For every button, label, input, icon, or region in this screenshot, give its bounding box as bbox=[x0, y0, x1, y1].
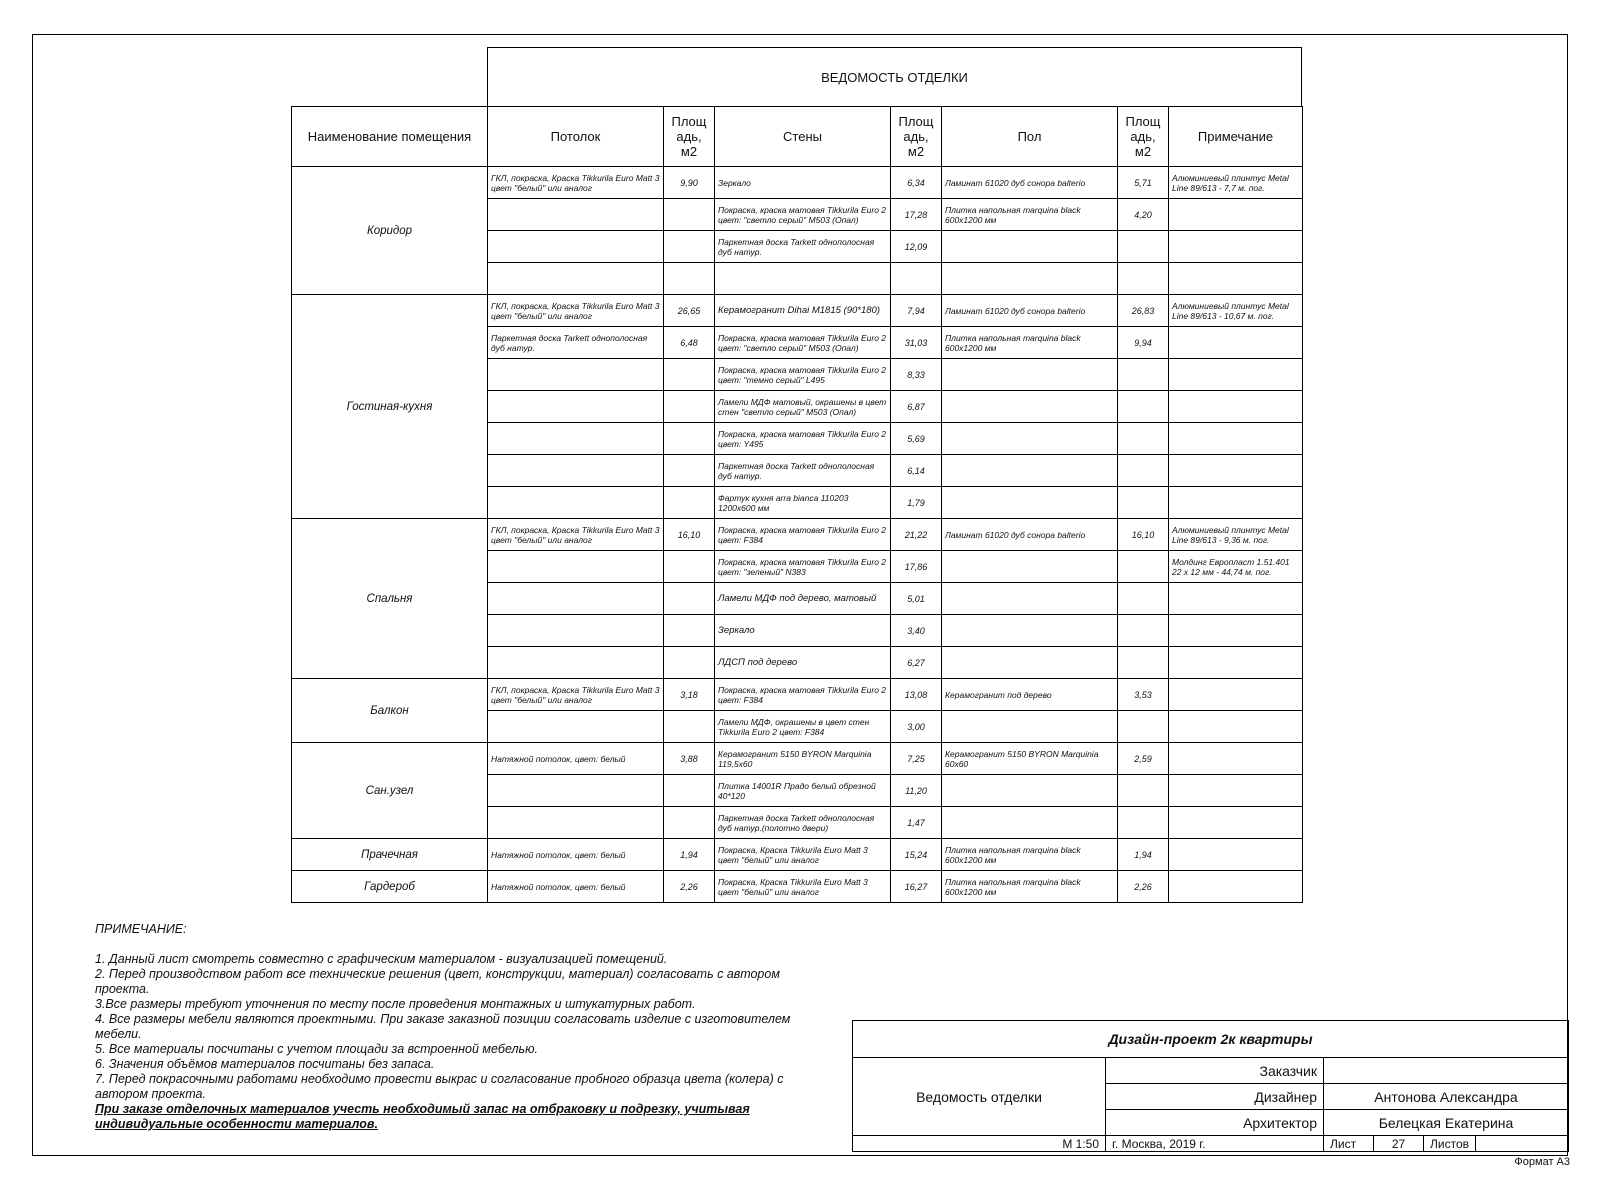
note-item: 7. Перед покрасочными работами необходимо провести выкрас и согласование пробного образца цвета (колера) с автором проекта. bbox=[95, 1072, 784, 1101]
cell: Молдинг Европласт 1.51.401 22 х 12 мм - 44,74 м. пог. bbox=[1169, 551, 1303, 583]
cell: Покраска, краска матовая Tikkurila Euro 2 цвет: F384 bbox=[715, 519, 891, 551]
person-designer: Антонова Александра bbox=[1324, 1084, 1569, 1110]
area-cell: 13,08 bbox=[891, 679, 942, 711]
cell: ГКЛ, покраска, Краска Tikkurila Euro Matt 3 цвет "белый" или аналог bbox=[488, 295, 664, 327]
area-cell: 16,27 bbox=[891, 871, 942, 903]
header-area: Площ адь, м2 bbox=[891, 107, 942, 167]
cell: Керамогранит 5150 BYRON Marquinia 119,5x60 bbox=[715, 743, 891, 775]
cell: Керамогранит 5150 BYRON Marquinia 60x60 bbox=[942, 743, 1118, 775]
cell: Натяжной потолок, цвет: белый bbox=[488, 871, 664, 903]
room-name: Коридор bbox=[292, 167, 488, 295]
area-cell: 2,26 bbox=[664, 871, 715, 903]
cell: Зеркало bbox=[715, 167, 891, 199]
table-row bbox=[292, 167, 1303, 199]
area-cell: 11,20 bbox=[891, 775, 942, 807]
area-cell: 26,65 bbox=[664, 295, 715, 327]
person-customer bbox=[1324, 1058, 1569, 1084]
area-cell: 5,69 bbox=[891, 423, 942, 455]
title-block bbox=[852, 1020, 1569, 1152]
cell: Керамогранит под дерево bbox=[942, 679, 1118, 711]
sheet-name: Ведомость отделки bbox=[916, 1088, 1042, 1105]
cell: Покраска, краска матовая Tikkurila Euro 2 цвет: "темно серый" L495 bbox=[715, 359, 891, 391]
cell: Паркетная доска Tarkett однополосная дуб натур. bbox=[715, 455, 891, 487]
header-ceiling: Потолок bbox=[488, 107, 664, 167]
area-cell: 31,03 bbox=[891, 327, 942, 359]
area-cell: 15,24 bbox=[891, 839, 942, 871]
cell: Ламинат 61020 дуб сонора balterio bbox=[942, 167, 1118, 199]
cell: Керамогранит Dihai M1815 (90*180) bbox=[715, 295, 891, 327]
sheet-number: 27 bbox=[1374, 1136, 1424, 1152]
header-floor: Пол bbox=[942, 107, 1118, 167]
role-customer: Заказчик bbox=[1106, 1058, 1324, 1084]
cell: ГКЛ, покраска, Краска Tikkurila Euro Matt 3 цвет "белый" или аналог bbox=[488, 679, 664, 711]
scale: М 1:50 bbox=[853, 1136, 1106, 1152]
cell: Зеркало bbox=[715, 615, 891, 647]
note-item: 6. Значения объёмов материалов посчитаны без запаса. bbox=[95, 1057, 435, 1071]
notes-heading: ПРИМЕЧАНИЕ: bbox=[95, 922, 187, 936]
table-row bbox=[292, 519, 1303, 551]
table-row bbox=[292, 743, 1303, 775]
cell: Плитка напольная marquina black 600x1200 мм bbox=[942, 871, 1118, 903]
area-cell: 1,79 bbox=[891, 487, 942, 519]
cell: Покраска, Краска Tikkurila Euro Matt 3 цвет "белый" или аналог bbox=[715, 871, 891, 903]
cell: Ламели МДФ под дерево, матовый bbox=[715, 583, 891, 615]
area-cell: 9,90 bbox=[664, 167, 715, 199]
table-row bbox=[292, 871, 1303, 903]
cell: Алюминиевый плинтус Metal Line 89/613 - 10,67 м. пог. bbox=[1169, 295, 1303, 327]
cell: Ламинат 61020 дуб сонора balterio bbox=[942, 295, 1118, 327]
room-name: Прачечная bbox=[292, 839, 488, 871]
area-cell: 3,53 bbox=[1118, 679, 1169, 711]
table-row bbox=[292, 679, 1303, 711]
note-item: 1. Данный лист смотреть совместно с графическим материалом - визуализацией помещений. bbox=[95, 952, 668, 966]
cell: Покраска, Краска Tikkurila Euro Matt 3 цвет "белый" или аналог bbox=[715, 839, 891, 871]
note-item: 4. Все размеры мебели являются проектными. При заказе заказной позиции согласовать изделие с изготовителем мебели. bbox=[95, 1012, 791, 1041]
person-architect: Белецкая Екатерина bbox=[1324, 1110, 1569, 1136]
paper-format: Формат А3 bbox=[1514, 1156, 1570, 1168]
cell: Ламели МДФ, окрашены в цвет стен Tikkurila Euro 2 цвет: F384 bbox=[715, 711, 891, 743]
area-cell: 5,71 bbox=[1118, 167, 1169, 199]
room-name: Гостиная-кухня bbox=[292, 295, 488, 519]
cell: Паркетная доска Tarkett однополосная дуб натур. bbox=[488, 327, 664, 359]
cell: ЛДСП под дерево bbox=[715, 647, 891, 679]
finish-schedule-table bbox=[291, 106, 1303, 903]
area-cell: 7,94 bbox=[891, 295, 942, 327]
cell: Покраска, краска матовая Tikkurila Euro 2 цвет: "светло серый" M503 (Опал) bbox=[715, 199, 891, 231]
header-area: Площ адь, м2 bbox=[664, 107, 715, 167]
area-cell: 3,88 bbox=[664, 743, 715, 775]
area-cell: 3,40 bbox=[891, 615, 942, 647]
room-name: Спальня bbox=[292, 519, 488, 679]
area-cell: 6,48 bbox=[664, 327, 715, 359]
header-room: Наименование помещения bbox=[292, 107, 488, 167]
sheet-label: Лист bbox=[1324, 1136, 1374, 1152]
cell: ГКЛ, покраска, Краска Tikkurila Euro Matt 3 цвет "белый" или аналог bbox=[488, 519, 664, 551]
room-name: Сан.узел bbox=[292, 743, 488, 839]
table-row bbox=[292, 295, 1303, 327]
area-cell: 6,87 bbox=[891, 391, 942, 423]
table-header-row bbox=[292, 107, 1303, 167]
cell: Натяжной потолок, цвет: белый bbox=[488, 839, 664, 871]
cell: Плитка напольная marquina black 600x1200 мм bbox=[942, 839, 1118, 871]
area-cell: 2,26 bbox=[1118, 871, 1169, 903]
city-year: г. Москва, 2019 г. bbox=[1106, 1136, 1324, 1152]
area-cell: 3,00 bbox=[891, 711, 942, 743]
area-cell: 1,94 bbox=[664, 839, 715, 871]
area-cell: 16,10 bbox=[664, 519, 715, 551]
note-item: 2. Перед производством работ все технические решения (цвет, конструкции, материал) согласовать с автором проекта. bbox=[95, 967, 780, 996]
project-title: Дизайн-проект 2к квартиры bbox=[853, 1021, 1569, 1058]
area-cell: 1,94 bbox=[1118, 839, 1169, 871]
area-cell: 6,34 bbox=[891, 167, 942, 199]
role-designer: Дизайнер bbox=[1106, 1084, 1324, 1110]
notes-block bbox=[95, 922, 805, 1132]
area-cell: 9,94 bbox=[1118, 327, 1169, 359]
role-architect: Архитектор bbox=[1106, 1110, 1324, 1136]
table-row bbox=[292, 839, 1303, 871]
cell: Фартук кухня arra bianca 110203 1200х600 мм bbox=[715, 487, 891, 519]
note-item: 3.Все размеры требуют уточнения по месту после проведения монтажных и штукатурных работ. bbox=[95, 997, 696, 1011]
header-note: Примечание bbox=[1169, 107, 1303, 167]
cell: Покраска, краска матовая Tikkurila Euro 2 цвет: Y495 bbox=[715, 423, 891, 455]
cell: Плитка 14001R Прадо белый обрезной 40*120 bbox=[715, 775, 891, 807]
cell: Алюминиевый плинтус Metal Line 89/613 - 7,7 м. пог. bbox=[1169, 167, 1303, 199]
area-cell: 7,25 bbox=[891, 743, 942, 775]
area-cell: 8,33 bbox=[891, 359, 942, 391]
cell: Паркетная доска Tarkett однополосная дуб натур.(полотно двери) bbox=[715, 807, 891, 839]
area-cell: 16,10 bbox=[1118, 519, 1169, 551]
cell: Ламинат 61020 дуб сонора balterio bbox=[942, 519, 1118, 551]
cell: Покраска, краска матовая Tikkurila Euro 2 цвет: "светло серый" M503 (Опал) bbox=[715, 327, 891, 359]
area-cell: 1,47 bbox=[891, 807, 942, 839]
area-cell: 26,83 bbox=[1118, 295, 1169, 327]
cell: Покраска, краска матовая Tikkurila Euro 2 цвет: F384 bbox=[715, 679, 891, 711]
header-area: Площ адь, м2 bbox=[1118, 107, 1169, 167]
area-cell: 17,28 bbox=[891, 199, 942, 231]
area-cell: 3,18 bbox=[664, 679, 715, 711]
cell: ГКЛ, покраска, Краска Tikkurila Euro Matt 3 цвет "белый" или аналог bbox=[488, 167, 664, 199]
area-cell: 12,09 bbox=[891, 231, 942, 263]
sheets-label: Листов bbox=[1424, 1136, 1476, 1152]
sheet-name-cell bbox=[853, 1058, 1106, 1136]
room-name: Гардероб bbox=[292, 871, 488, 903]
header-walls: Стены bbox=[715, 107, 891, 167]
area-cell: 17,86 bbox=[891, 551, 942, 583]
cell: Плитка напольная marquina black 600x1200 мм bbox=[942, 199, 1118, 231]
area-cell: 4,20 bbox=[1118, 199, 1169, 231]
cell: Ламели МДФ матовый, окрашены в цвет стен "светло серый" M503 (Опал) bbox=[715, 391, 891, 423]
cell: Алюминиевый плинтус Metal Line 89/613 - 9,36 м. пог. bbox=[1169, 519, 1303, 551]
room-name: Балкон bbox=[292, 679, 488, 743]
area-cell: 5,01 bbox=[891, 583, 942, 615]
area-cell: 2,59 bbox=[1118, 743, 1169, 775]
cell: Плитка напольная marquina black 600x1200 мм bbox=[942, 327, 1118, 359]
sheet-title: ВЕДОМОСТЬ ОТДЕЛКИ bbox=[487, 47, 1302, 106]
note-item: 5. Все материалы посчитаны с учетом площади за встроенной мебелью. bbox=[95, 1042, 538, 1056]
area-cell: 21,22 bbox=[891, 519, 942, 551]
area-cell: 6,27 bbox=[891, 647, 942, 679]
sheets-count bbox=[1476, 1136, 1569, 1152]
cell: Натяжной потолок, цвет: белый bbox=[488, 743, 664, 775]
cell: Покраска, краска матовая Tikkurila Euro 2 цвет: "зеленый" N383 bbox=[715, 551, 891, 583]
note-bold: При заказе отделочных материалов учесть необходимый запас на отбраковку и подрезку, учитывая индивидуальные особенности материалов. bbox=[95, 1102, 750, 1131]
cell: Паркетная доска Tarkett однополосная дуб натур. bbox=[715, 231, 891, 263]
area-cell: 6,14 bbox=[891, 455, 942, 487]
